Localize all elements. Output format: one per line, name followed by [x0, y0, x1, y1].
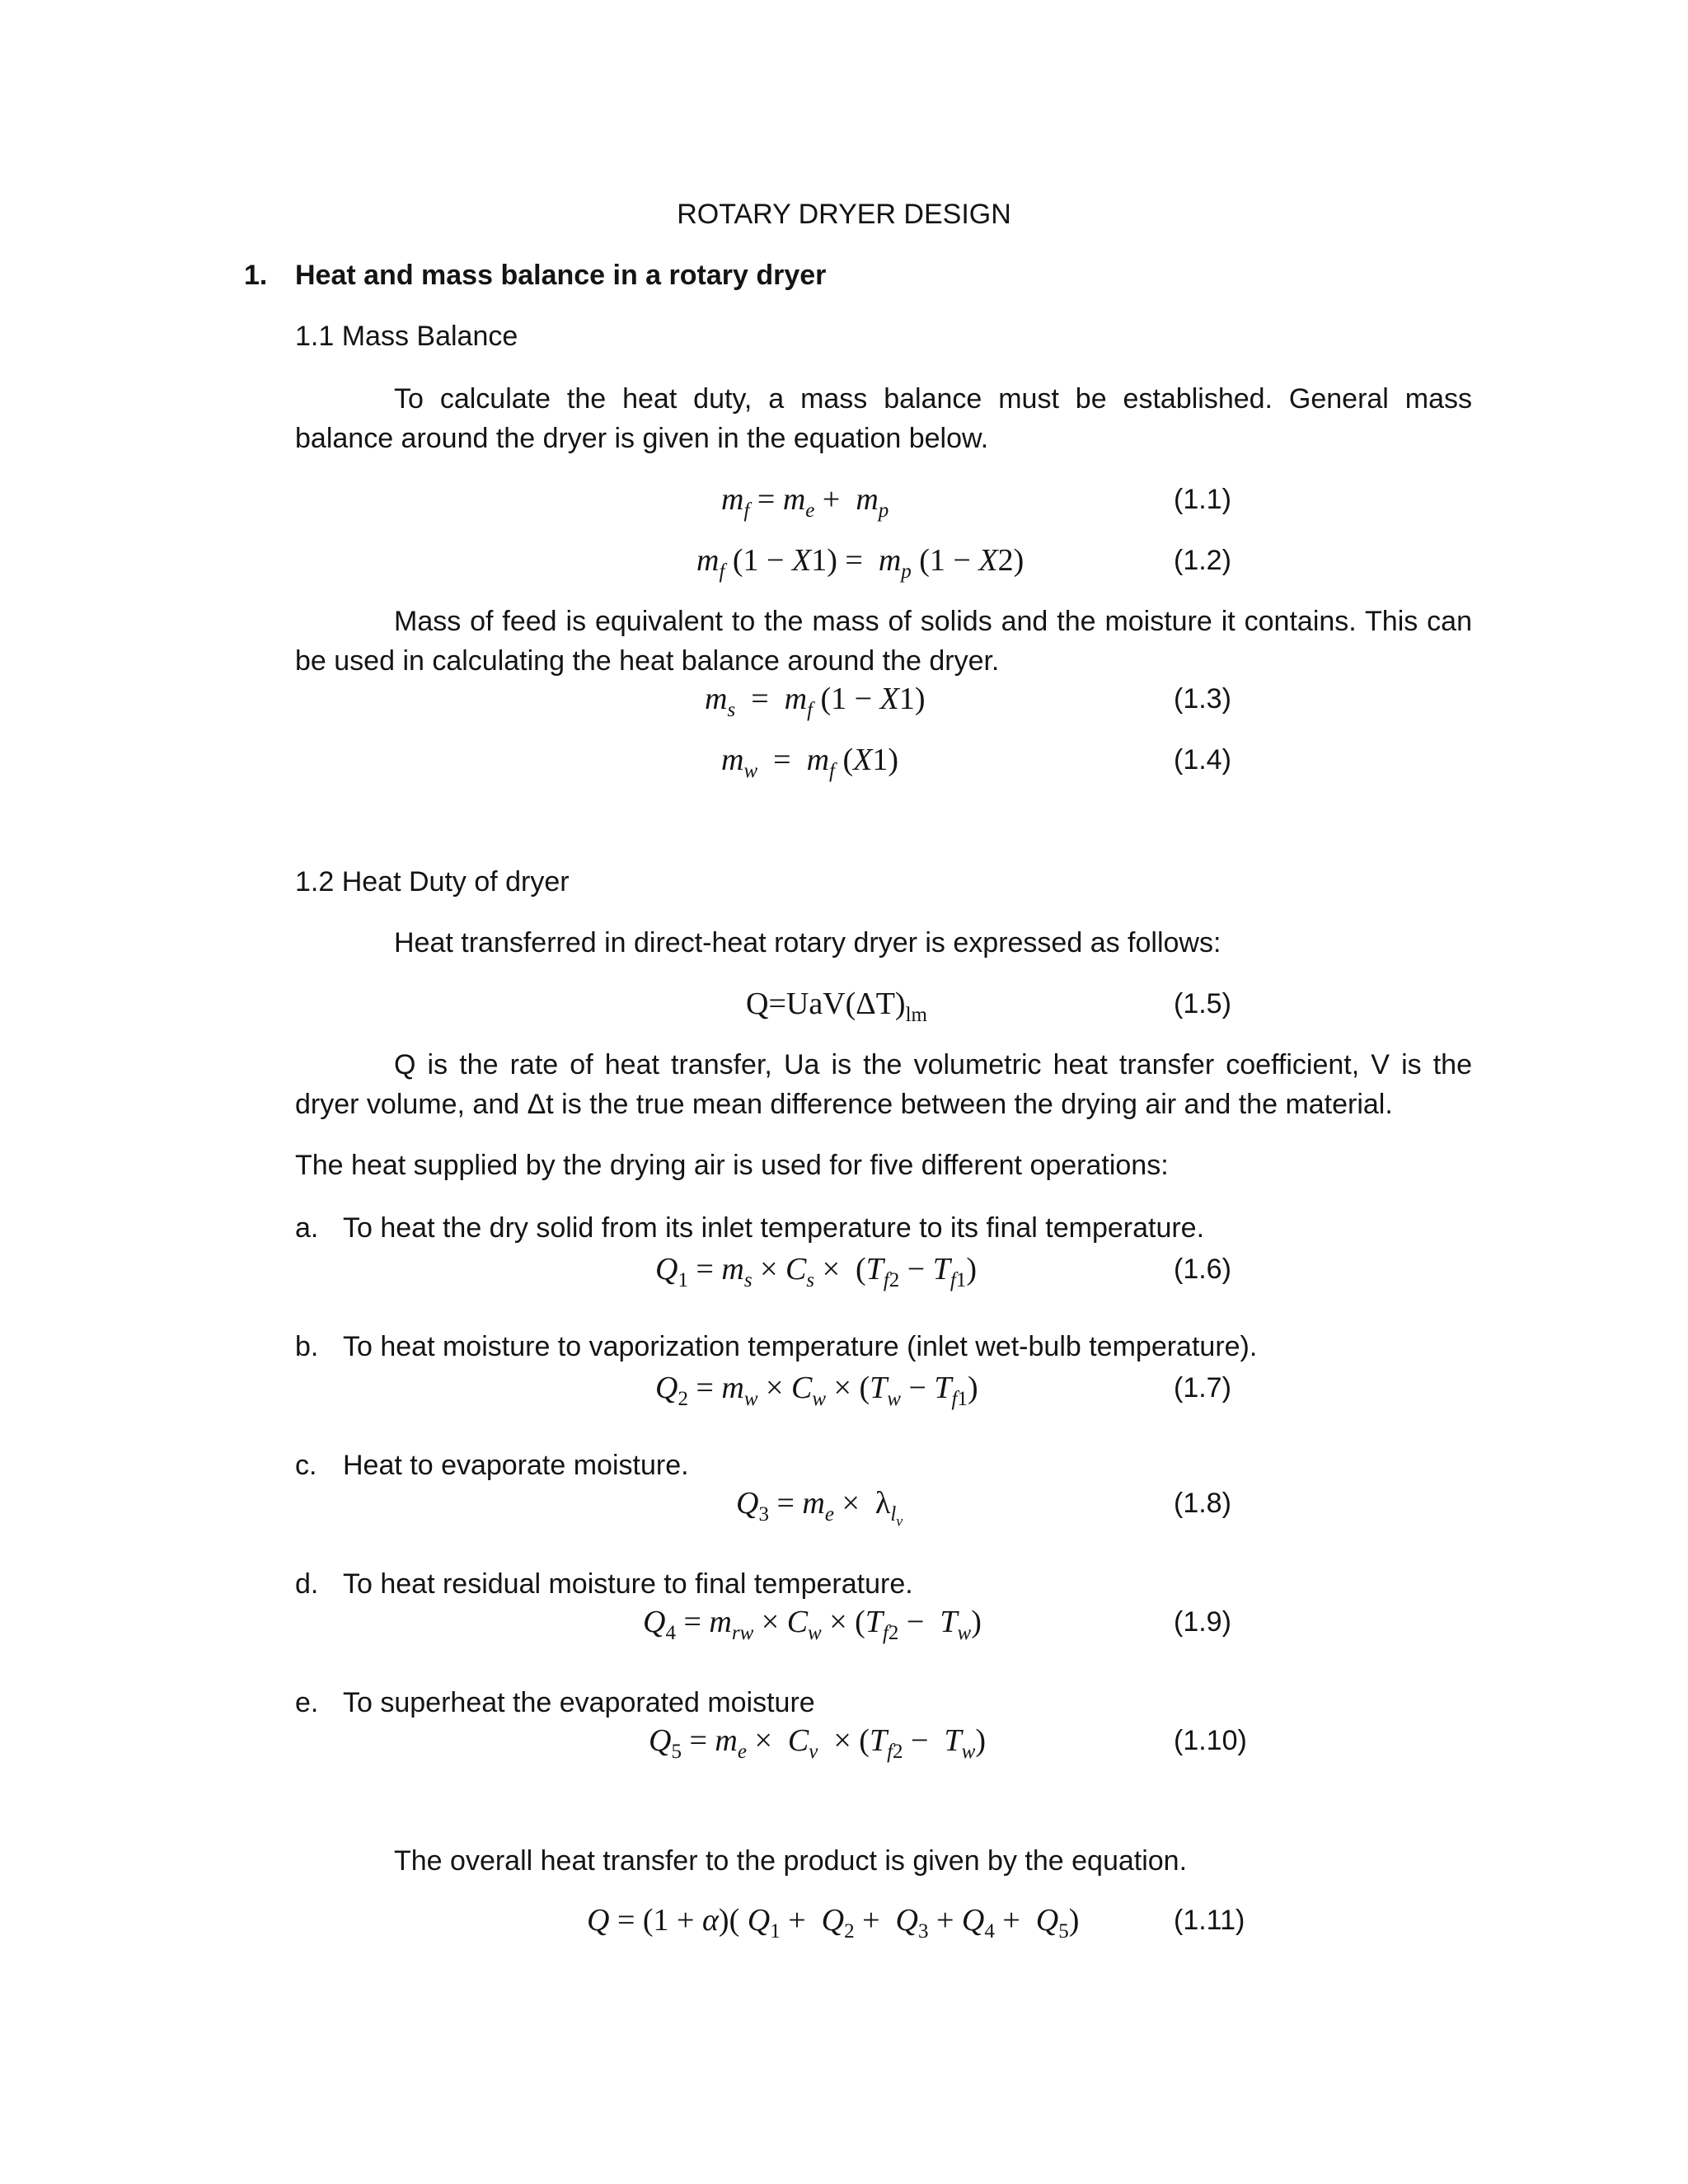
- overall-heat-transfer-text: The overall heat transfer to the product is given by the equation.: [394, 1845, 1188, 1877]
- operation-letter: e.: [295, 1687, 319, 1718]
- section-number: 1.: [244, 260, 268, 291]
- equation-1-5: $Q=UaV(\Delta T)_{lm}$: [746, 987, 927, 1026]
- operation-text: To heat the dry solid from its inlet temperature to its final temperature.: [343, 1212, 1205, 1244]
- equation-number: (1.2): [1174, 545, 1231, 576]
- equation-1-3: $m_s = m_f$ (1 − X1): [705, 682, 926, 721]
- operation-text: Heat to evaporate moisture.: [343, 1450, 689, 1481]
- equation-1-8: $Q_3 = m_e \times \lambda_{l_v}$: [736, 1486, 903, 1530]
- equation-number: (1.5): [1174, 988, 1231, 1019]
- equation-number: (1.10): [1174, 1725, 1247, 1756]
- equation-1-7: $Q_2 = m_w \times C_w \times (T_w - T_{f1})$: [655, 1371, 978, 1410]
- equation-number: (1.7): [1174, 1372, 1231, 1404]
- operation-text: To superheat the evaporated moisture: [343, 1687, 815, 1718]
- equation-number: (1.11): [1174, 1905, 1245, 1936]
- section-heading: Heat and mass balance in a rotary dryer: [295, 260, 827, 291]
- subsection-heading-heat-duty: 1.2 Heat Duty of dryer: [295, 866, 570, 898]
- mass-balance-intro-paragraph: To calculate the heat duty, a mass balance must be established. General mass balance around the dryer is given in the equation below.: [295, 383, 1472, 454]
- equation-number: (1.3): [1174, 683, 1231, 715]
- subsection-heading-mass-balance: 1.1 Mass Balance: [295, 321, 518, 352]
- mass-of-feed-paragraph: Mass of feed is equivalent to the mass of solids and the moisture it contains. This can be used in calculating the heat balance around the dryer.: [295, 606, 1472, 677]
- equation-number: (1.6): [1174, 1254, 1231, 1285]
- equation-1-10: $Q_5 = m_e \times C_v \times (T_{f2} - T_w)$: [649, 1723, 986, 1763]
- operation-text: To heat residual moisture to final temperature.: [343, 1568, 913, 1600]
- operation-text: To heat moisture to vaporization temperature (inlet wet-bulb temperature).: [343, 1331, 1258, 1362]
- equation-1-2: $m_f$ $(1 - X1) = m_p$ (1 − X2): [696, 543, 1025, 583]
- five-operations-intro: The heat supplied by the drying air is used for five different operations:: [295, 1150, 1169, 1181]
- equation-1-1: $m_f = m_e + m_p$: [721, 482, 889, 522]
- operation-letter: c.: [295, 1450, 317, 1481]
- heat-transfer-intro-text: Heat transferred in direct-heat rotary dryer is expressed as follows:: [394, 927, 1221, 958]
- equation-number: (1.8): [1174, 1488, 1231, 1519]
- equation-1-11: Q = (1 + α)( $Q_1 + Q_2 + Q_3 + Q_4 + Q_5$): [587, 1903, 1080, 1943]
- equation-1-9: $Q_4 = m_{rw} \times C_w \times (T_{f2} - T_w)$: [643, 1605, 982, 1644]
- equation-number: (1.4): [1174, 744, 1231, 776]
- equation-number: (1.9): [1174, 1606, 1231, 1638]
- equation-1-6: $Q_1 = m_s \times C_s \times (T_{f2} - T_{f1})$: [655, 1252, 977, 1291]
- operation-letter: b.: [295, 1331, 319, 1362]
- heat-transfer-definition-paragraph: Q is the rate of heat transfer, Ua is the volumetric heat transfer coefficient, V is the dryer volume, and Δt is the true mean difference between the drying air and the material.: [295, 1049, 1472, 1120]
- page-title: ROTARY DRYER DESIGN: [677, 199, 1011, 230]
- equation-1-4: $m_w = m_f$ (X1): [721, 743, 899, 782]
- operation-letter: a.: [295, 1212, 319, 1244]
- equation-number: (1.1): [1174, 484, 1231, 515]
- operation-letter: d.: [295, 1568, 319, 1600]
